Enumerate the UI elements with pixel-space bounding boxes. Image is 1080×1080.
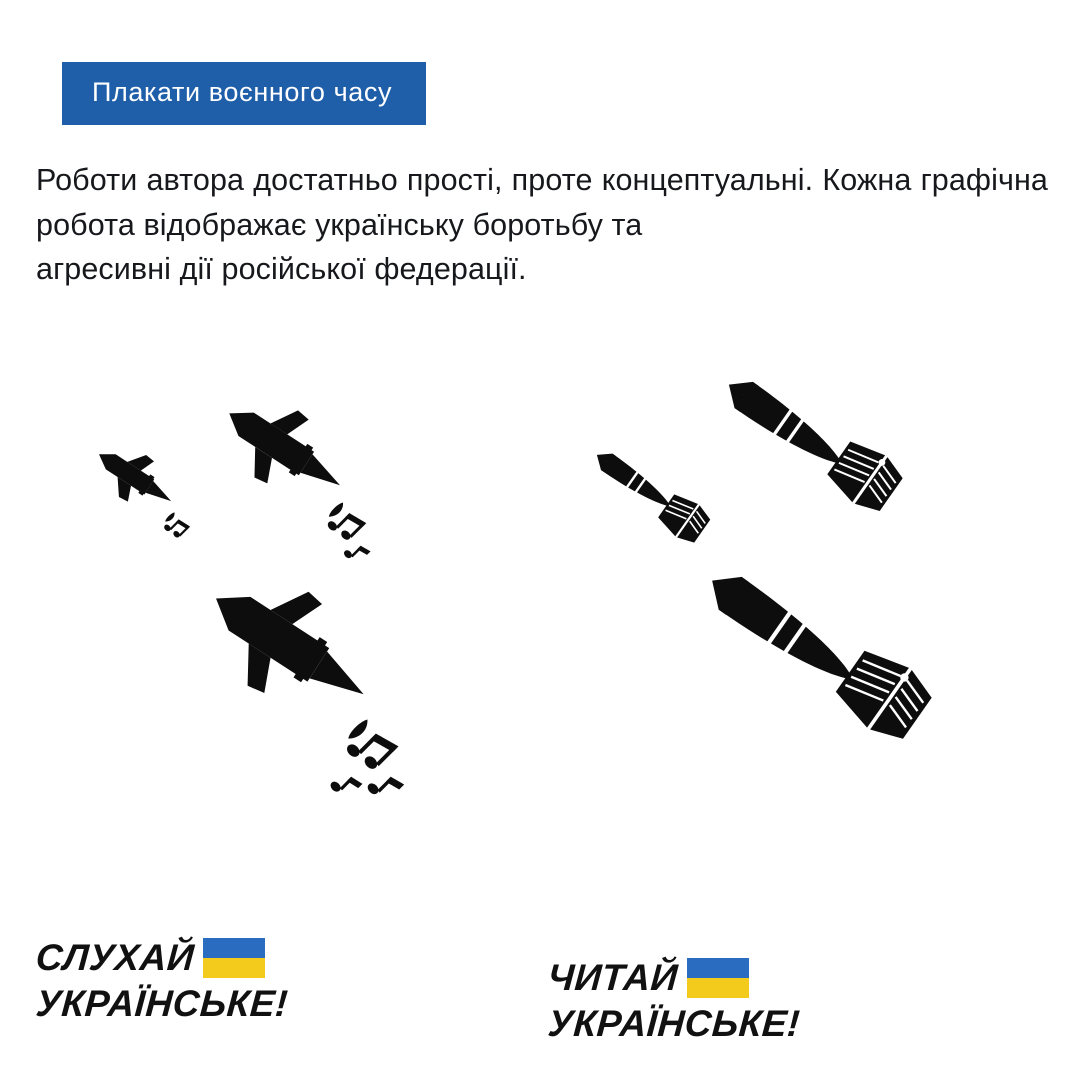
paragraph-line-3: агресивні дії російської федерації. bbox=[36, 252, 527, 287]
ukraine-flag-icon bbox=[203, 938, 265, 978]
music-notes-large bbox=[313, 715, 421, 823]
footer-logos bbox=[0, 910, 1080, 1080]
paragraph-line-2: Кожна графічна робота відображає українську боротьбу та bbox=[36, 163, 1048, 242]
illustration-graphic bbox=[0, 330, 1080, 850]
logo-left-line2: УКРАЇНСЬКЕ! bbox=[34, 983, 290, 1024]
ukraine-flag-icon bbox=[687, 958, 749, 998]
logo-listen-ukrainian bbox=[36, 938, 288, 1022]
body-paragraph bbox=[36, 158, 1048, 292]
logo-left-line1: СЛУХАЙ bbox=[34, 936, 196, 978]
illustration-area bbox=[0, 330, 1080, 850]
logo-right-line2: УКРАЇНСЬКЕ! bbox=[546, 1003, 802, 1044]
section-badge: Плакати воєнного часу bbox=[62, 62, 426, 125]
paragraph-line-1: Роботи автора достатньо прості, проте концептуальні. bbox=[36, 163, 814, 197]
book-large bbox=[829, 641, 939, 749]
missile-medium-with-music-notes bbox=[197, 380, 417, 571]
music-notes-small bbox=[160, 511, 190, 541]
logo-read-ukrainian bbox=[548, 958, 800, 1042]
missile-small-with-music-notes bbox=[82, 433, 209, 543]
missile-large-with-music-notes bbox=[158, 551, 468, 831]
music-notes-medium bbox=[316, 500, 383, 567]
bomb-large-with-book bbox=[694, 546, 939, 748]
bomb-small-with-book bbox=[584, 440, 713, 547]
logo-right-line1: ЧИТАЙ bbox=[546, 956, 680, 998]
book-medium bbox=[822, 434, 908, 518]
bomb-medium-with-book bbox=[714, 358, 908, 518]
